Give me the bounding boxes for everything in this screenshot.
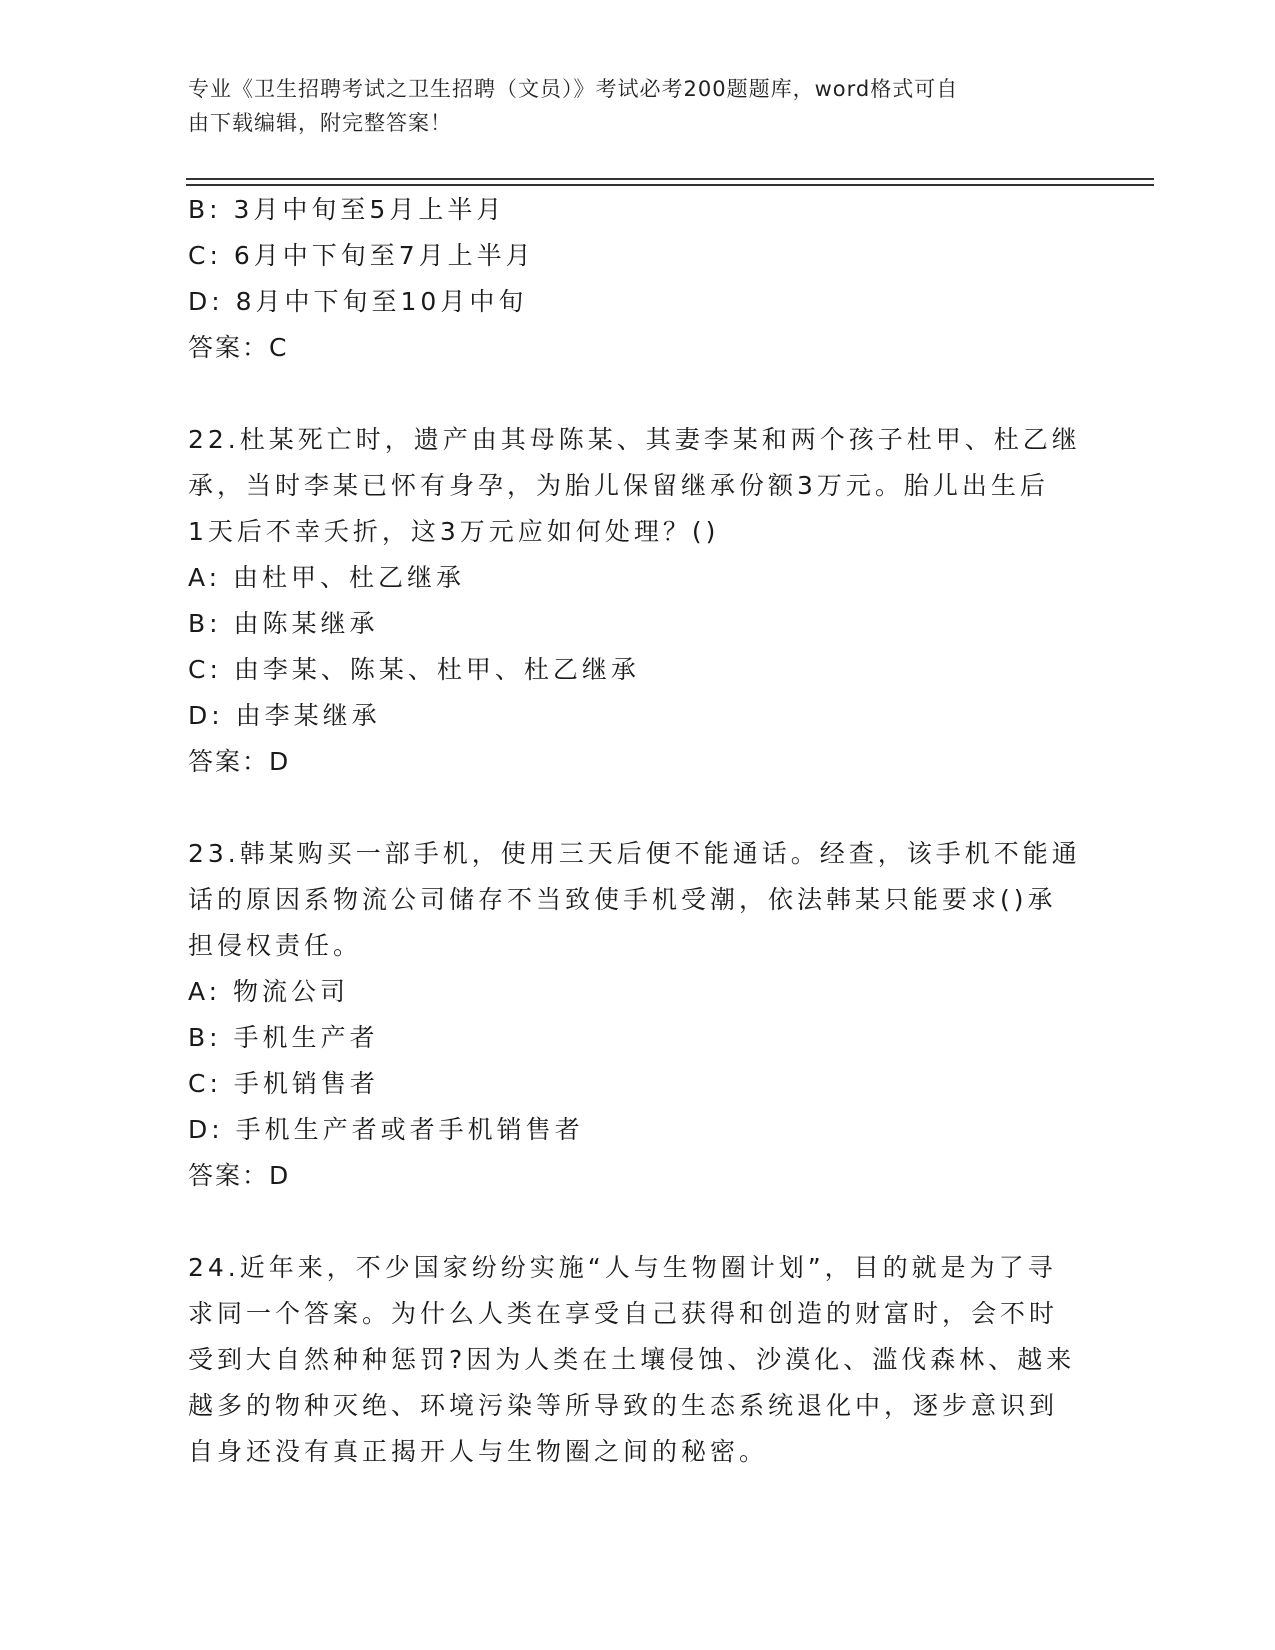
spacer bbox=[188, 785, 1078, 831]
question-stem-line: 22.杜某死亡时，遗产由其母陈某、其妻李某和两个孩子杜甲、杜乙继 bbox=[188, 425, 1081, 454]
header-divider-bottom bbox=[186, 184, 1154, 186]
question-stem-line: 24.近年来，不少国家纷纷实施“人与生物圈计划”，目的就是为了寻 bbox=[188, 1253, 1057, 1282]
question-22 bbox=[188, 417, 1081, 785]
option-d: D: 8月中下旬至10月中旬 bbox=[188, 287, 528, 316]
spacer bbox=[188, 371, 1078, 417]
question-stem-line: 越多的物种灭绝、环境污染等所导致的生态系统退化中，逐步意识到 bbox=[188, 1391, 1059, 1420]
header-line-2: 由下载编辑，附完整答案！ bbox=[188, 111, 452, 135]
option-b: B: 手机生产者 bbox=[188, 1023, 379, 1052]
question-stem-line: 承，当时李某已怀有身孕，为胎儿保留继承份额3万元。胎儿出生后 bbox=[188, 471, 1049, 500]
document-body bbox=[188, 187, 1081, 1475]
option-a: A: 物流公司 bbox=[188, 977, 350, 1006]
header-line-1: 专业《卫生招聘考试之卫生招聘（文员）》考试必考200题题库，word格式可自 bbox=[188, 77, 959, 101]
option-b: B: 由陈某继承 bbox=[188, 609, 379, 638]
question-21 bbox=[188, 187, 1078, 371]
spacer bbox=[188, 1199, 1078, 1245]
document-header bbox=[188, 72, 1068, 140]
option-c: C: 6月中下旬至7月上半月 bbox=[188, 241, 535, 270]
question-stem-line: 求同一个答案。为什么人类在享受自己获得和创造的财富时，会不时 bbox=[188, 1299, 1059, 1328]
question-23 bbox=[188, 831, 1081, 1199]
answer: 答案：D bbox=[188, 747, 291, 776]
option-a: A: 由杜甲、杜乙继承 bbox=[188, 563, 466, 592]
question-24 bbox=[188, 1245, 1078, 1475]
question-stem-line: 话的原因系物流公司储存不当致使手机受潮，依法韩某只能要求()承 bbox=[188, 885, 1057, 914]
option-d: D: 手机生产者或者手机销售者 bbox=[188, 1115, 584, 1144]
question-stem-line: 自身还没有真正揭开人与生物圈之间的秘密。 bbox=[188, 1437, 769, 1466]
question-stem-line: 1天后不幸夭折，这3万元应如何处理？() bbox=[188, 517, 720, 546]
option-d: D: 由李某继承 bbox=[188, 701, 381, 730]
question-stem-line: 23.韩某购买一部手机，使用三天后便不能通话。经查，该手机不能通 bbox=[188, 839, 1081, 868]
header-divider-top bbox=[186, 178, 1154, 180]
option-c: C: 手机销售者 bbox=[188, 1069, 379, 1098]
option-c: C: 由李某、陈某、杜甲、杜乙继承 bbox=[188, 655, 640, 684]
answer: 答案：D bbox=[188, 1161, 291, 1190]
question-stem-line: 受到大自然种种惩罚?因为人类在土壤侵蚀、沙漠化、滥伐森林、越来 bbox=[188, 1345, 1076, 1374]
question-stem-line: 担侵权责任。 bbox=[188, 931, 363, 960]
answer: 答案：C bbox=[188, 333, 289, 362]
option-b: B: 3月中旬至5月上半月 bbox=[188, 195, 506, 224]
